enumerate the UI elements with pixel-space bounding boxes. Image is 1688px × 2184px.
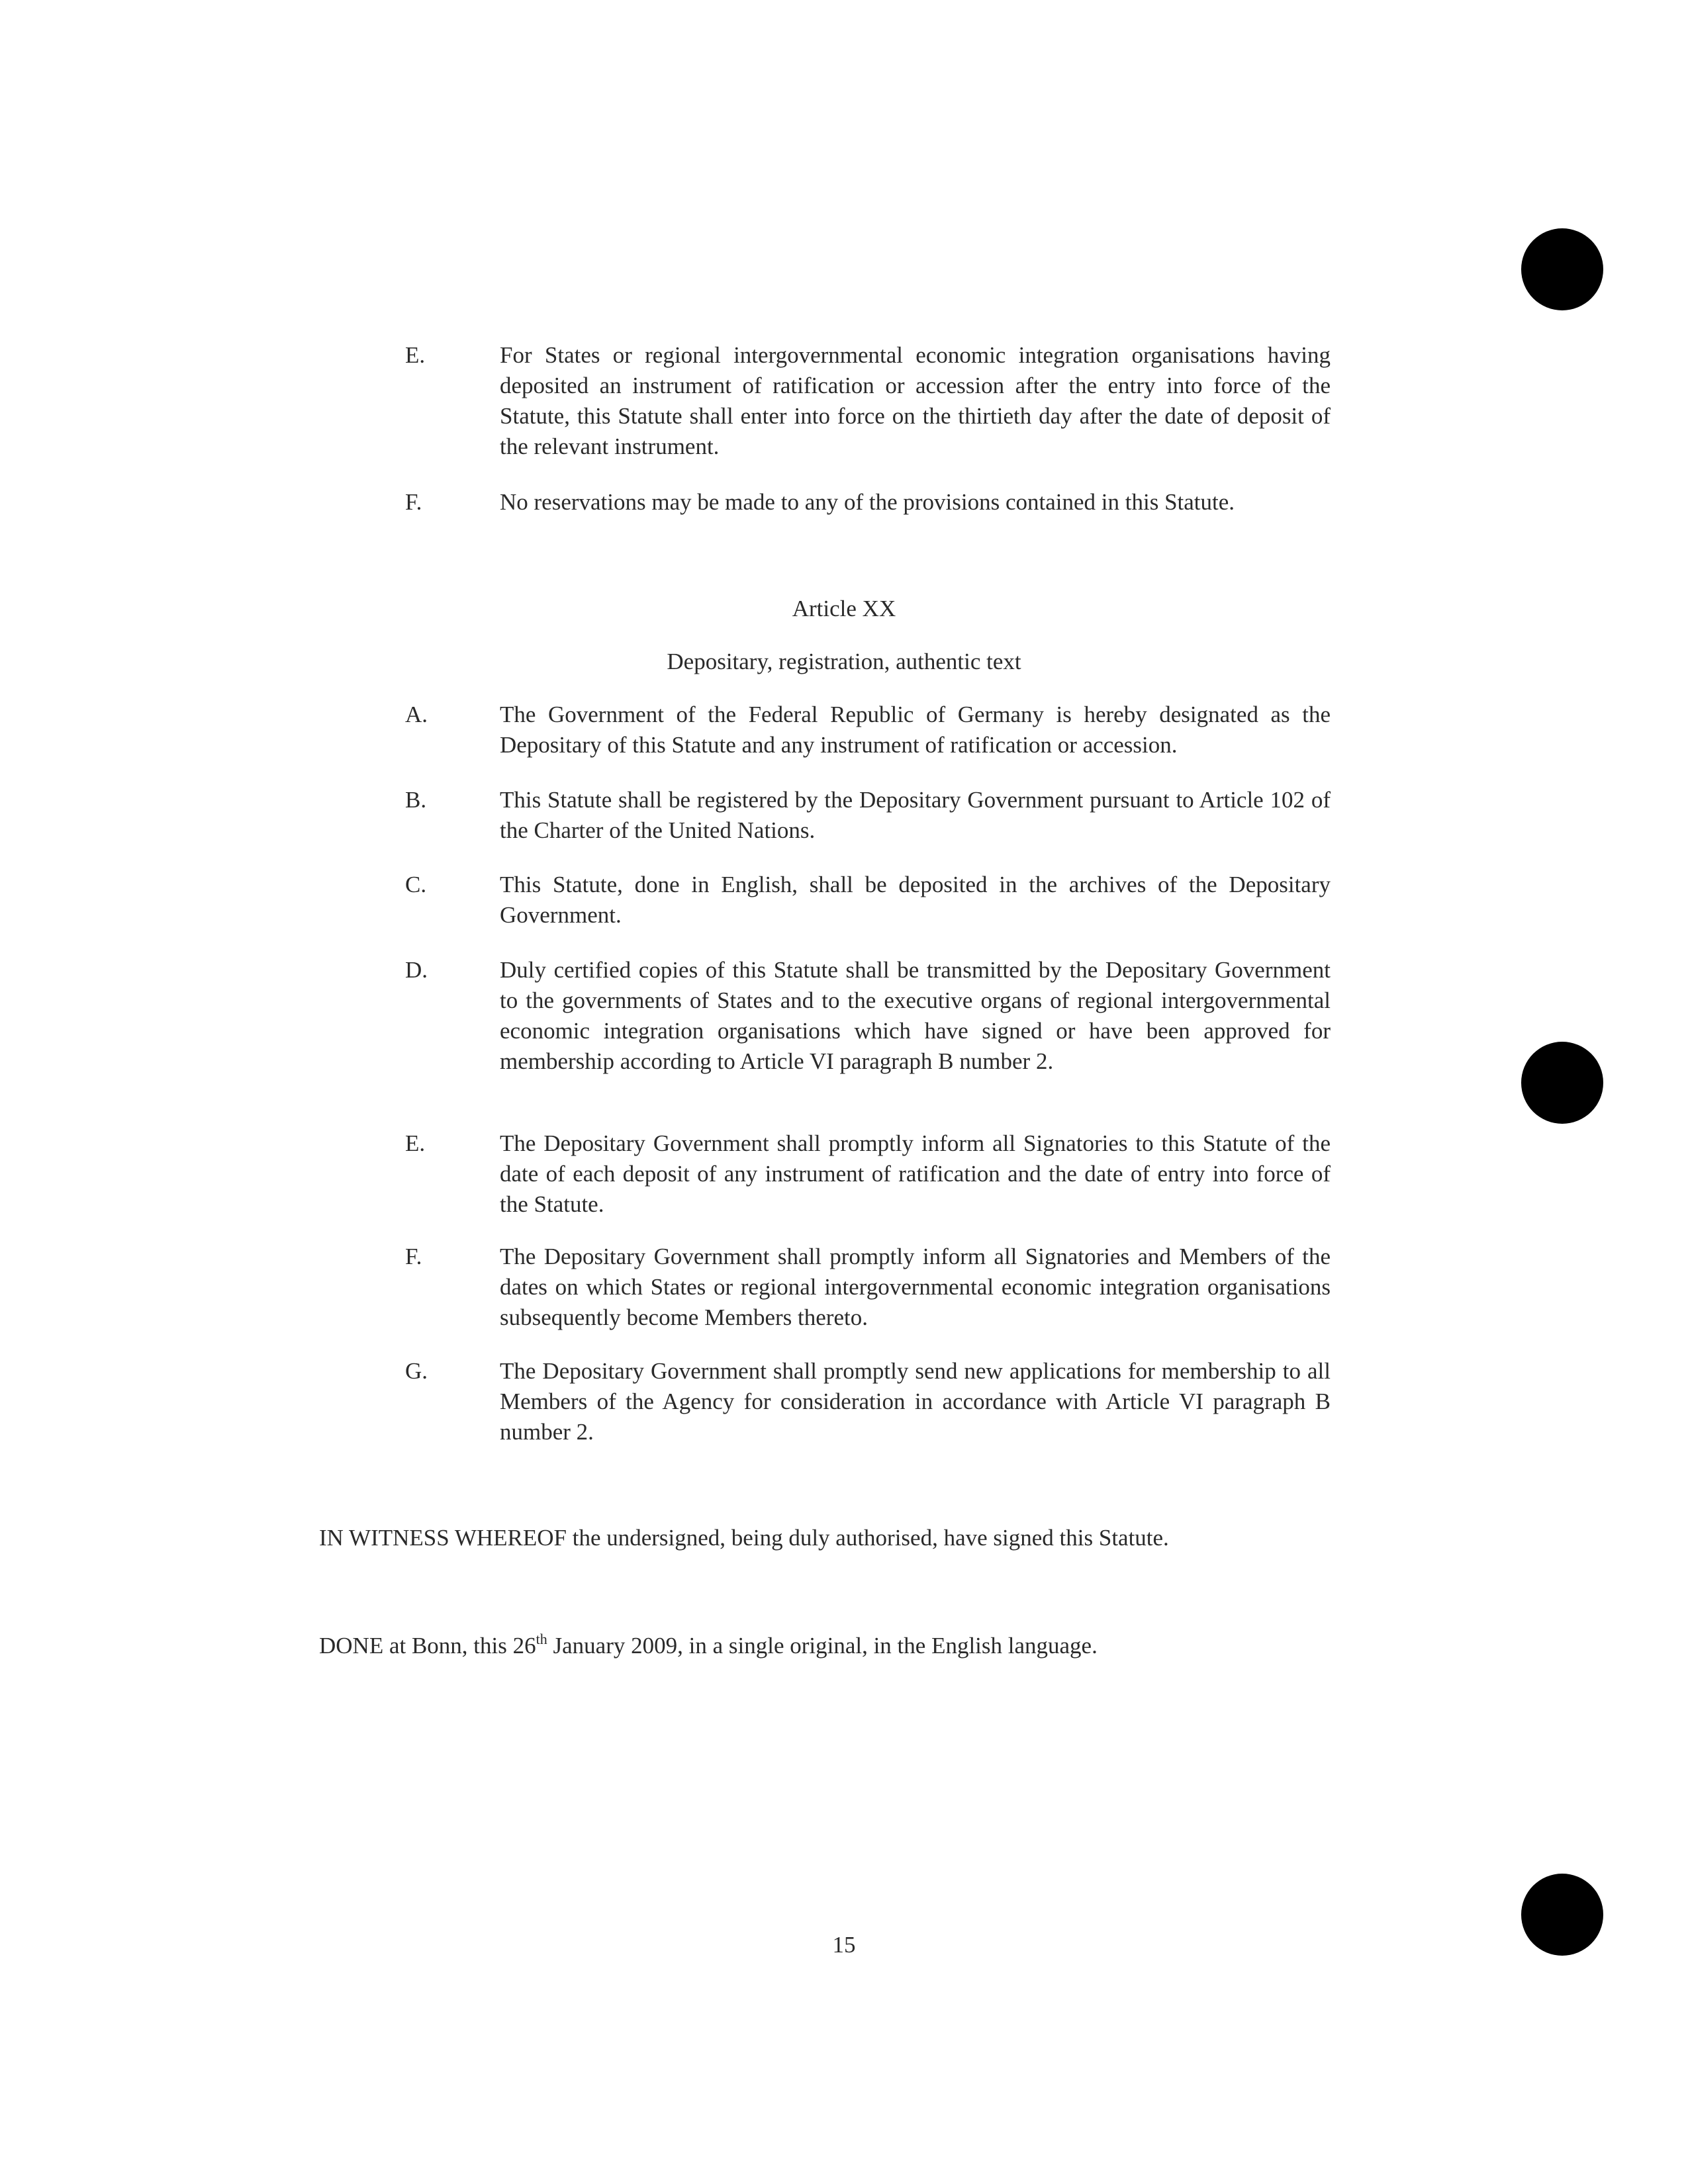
paragraph-text: This Statute shall be registered by the Depositary Government pursuant to Article 102 of the Charter of the United Nations. [500, 787, 1331, 843]
paragraph-label: G. [405, 1358, 428, 1384]
paragraph-text: No reservations may be made to any of the provisions contained in this Statute. [500, 489, 1235, 515]
paragraph-text: The Depositary Government shall promptly inform all Signatories and Members of the dates on which States or regional intergovernmental economic integration organisations subsequently become Members thereto. [500, 1244, 1331, 1330]
paragraph-label: D. [405, 957, 428, 983]
paragraph-label: C. [405, 872, 427, 897]
done-clause-end: January 2009, in a single original, in the English language. [547, 1633, 1098, 1659]
paragraph-text: For States or regional intergovernmental economic integration organisations having deposited an instrument of ratification or accession after the entry into force of the Statute, this Statute shall enter into force on the thirtieth day after the date of deposit of the relevant instrument. [500, 342, 1331, 459]
paragraph-text: The Government of the Federal Republic of Germany is hereby designated as the Depositary of this Statute and any instrument of ratification or accession. [500, 702, 1331, 758]
paragraph-text: The Depositary Government shall promptly send new applications for membership to all Members of the Agency for consideration in accordance with Article VI paragraph B number 2. [500, 1358, 1331, 1445]
article-subtitle: Depositary, registration, authentic text [667, 649, 1021, 674]
done-clause-start: DONE at Bonn, this 26 [319, 1633, 536, 1659]
page-number: 15 [832, 1932, 856, 1958]
paragraph-text: Duly certified copies of this Statute shall be transmitted by the Depositary Government to the governments of States and to the executive organs of regional intergovernmental economic integration organisations which have signed or have been approved for membership according to Article VI paragraph B number 2. [500, 957, 1331, 1074]
witness-clause: IN WITNESS WHEREOF the undersigned, being duly authorised, have signed this Statute. [319, 1525, 1169, 1551]
article-title: Article XX [792, 596, 896, 621]
paragraph-label: E. [405, 1130, 426, 1156]
paragraph-text: This Statute, done in English, shall be deposited in the archives of the Depositary Government. [500, 872, 1331, 928]
paragraph-label: B. [405, 787, 427, 813]
done-clause-ordinal: th [536, 1631, 547, 1647]
paragraph-label: A. [405, 702, 428, 727]
paragraph-text: The Depositary Government shall promptly inform all Signatories to this Statute of the date of each deposit of any instrument of ratification and the date of entry into force of the Statute. [500, 1130, 1331, 1217]
done-clause [319, 1631, 1378, 1661]
paragraph-label: E. [405, 342, 426, 368]
punch-hole-top [1521, 228, 1603, 310]
paragraph-label: F. [405, 489, 422, 515]
paragraph-label: F. [405, 1244, 422, 1269]
punch-hole-middle [1521, 1042, 1603, 1124]
